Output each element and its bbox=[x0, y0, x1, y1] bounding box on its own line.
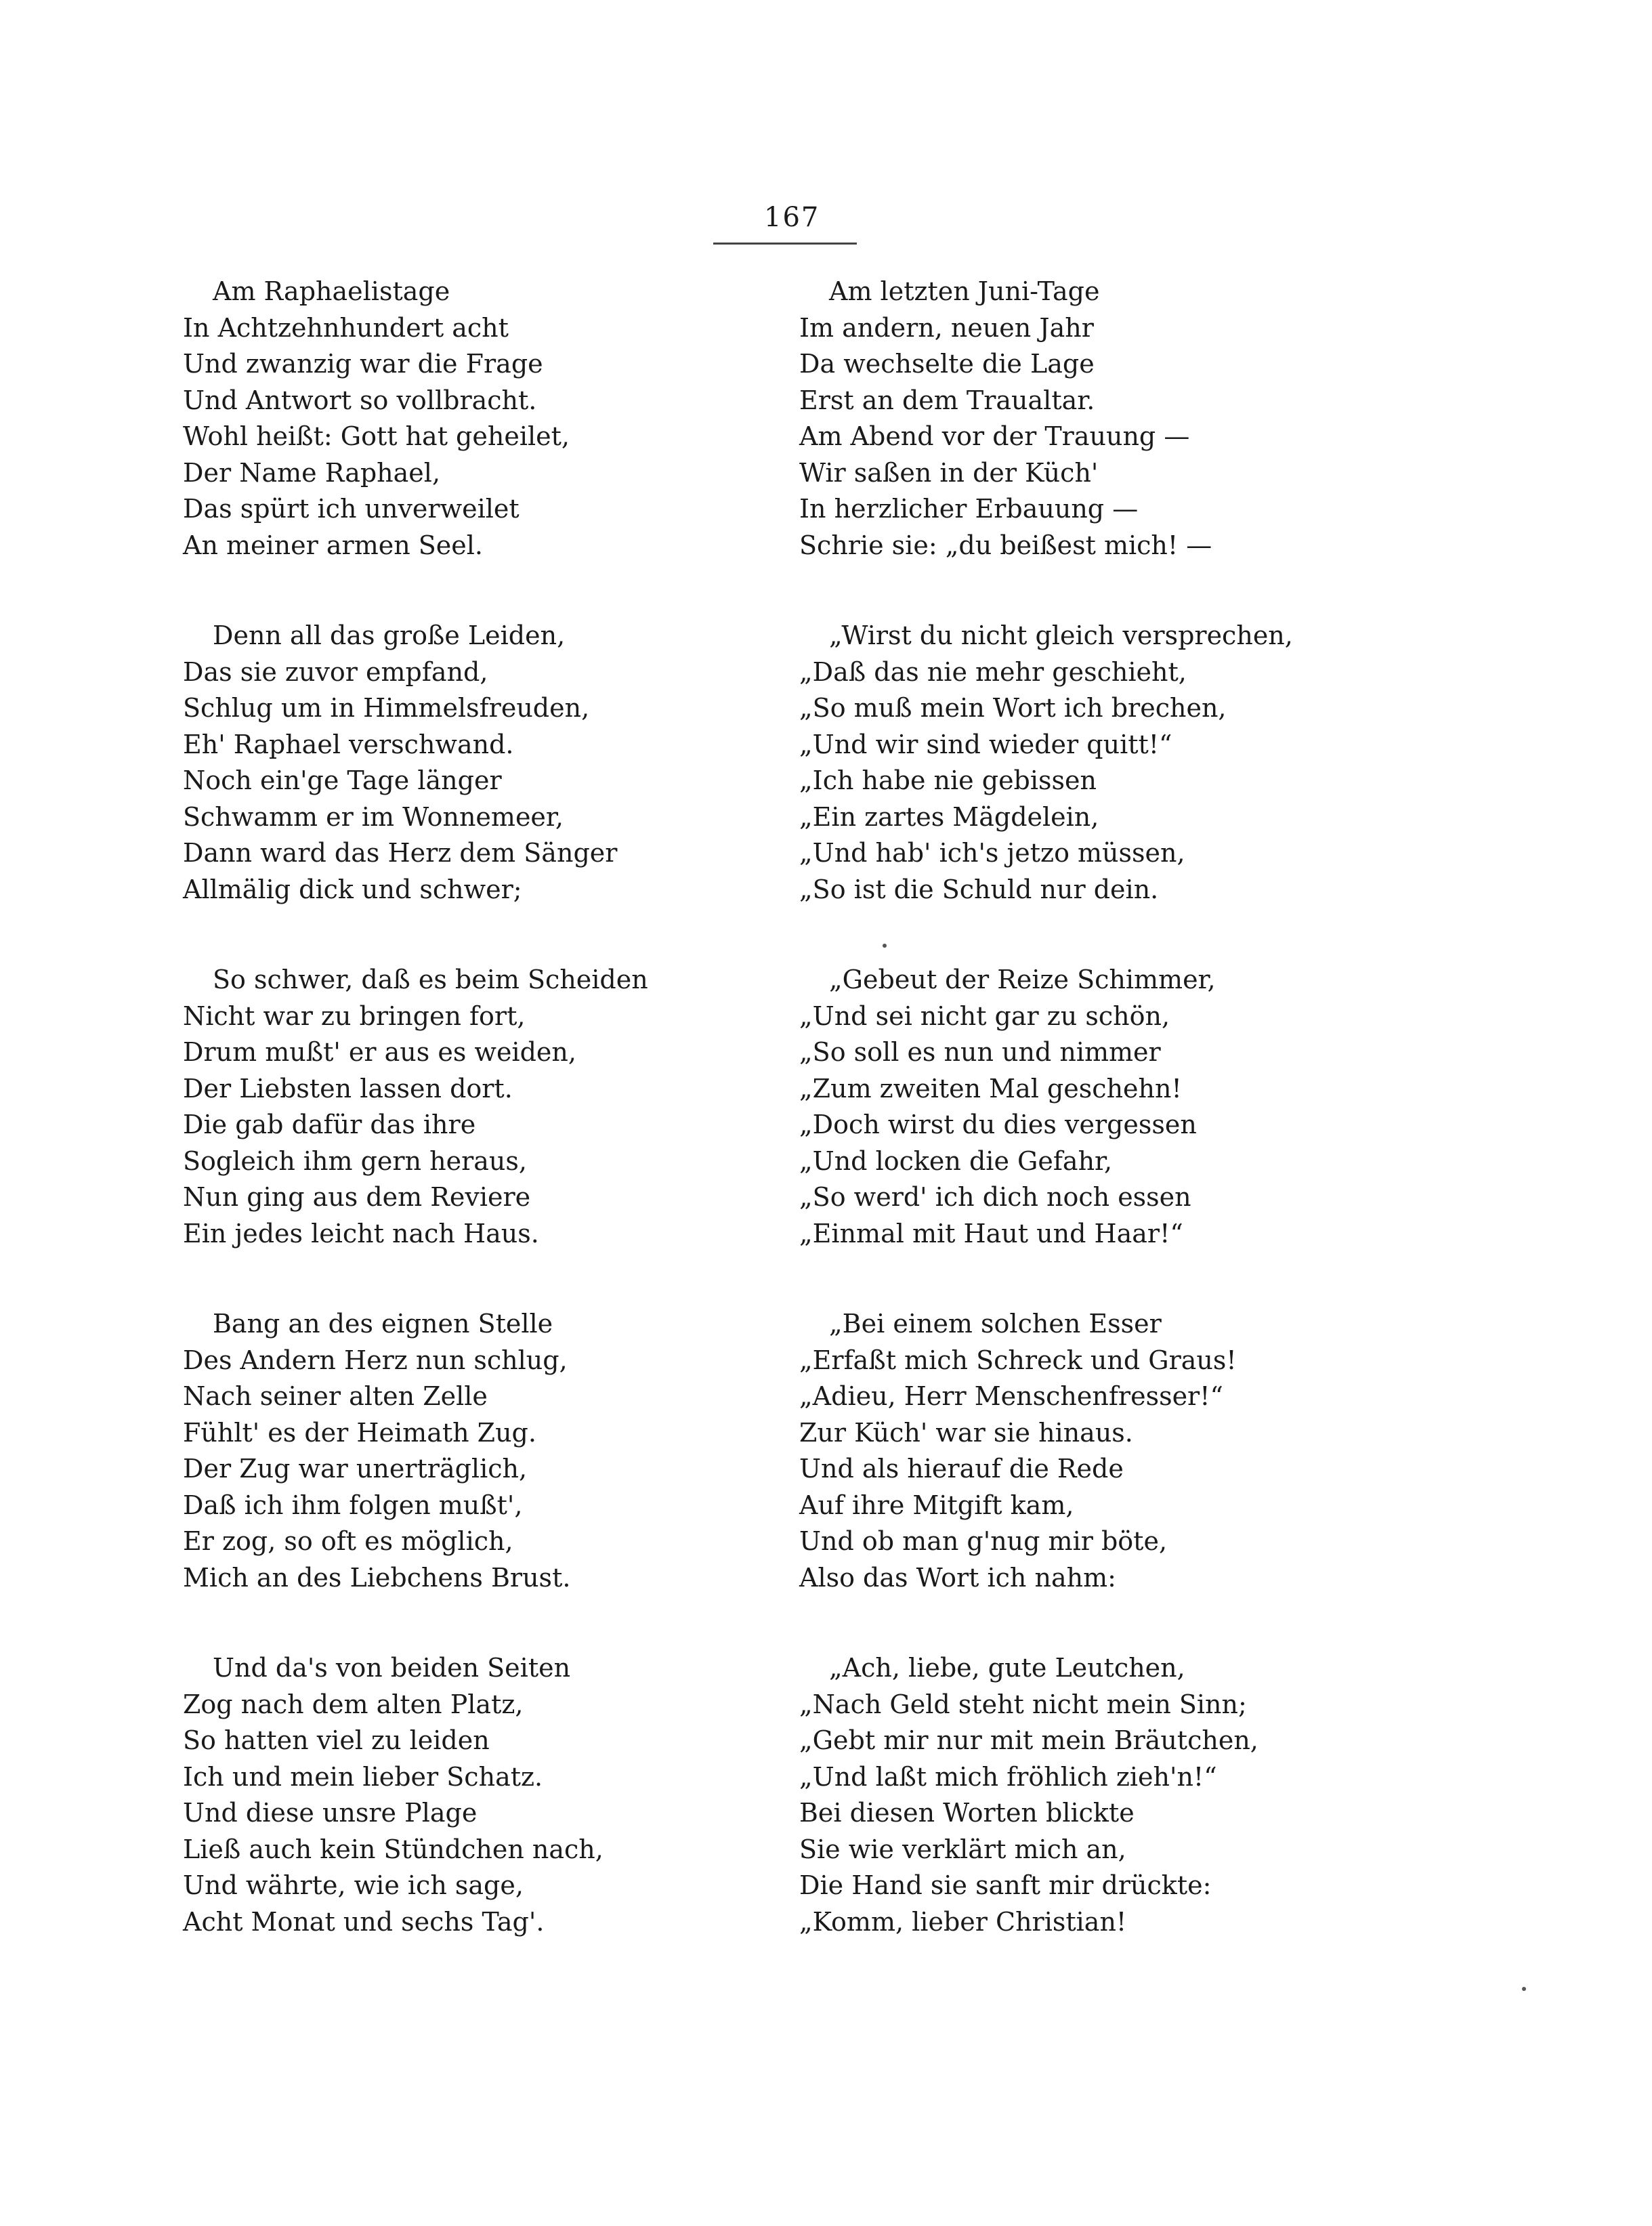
verse-line: „Und wir sind wieder quitt!“ bbox=[799, 729, 1172, 759]
verse-line: Und als hierauf die Rede bbox=[799, 1454, 1124, 1484]
stanza bbox=[183, 274, 698, 564]
paper-speck bbox=[1522, 1987, 1526, 1991]
verse-line: Und diese unsre Plage bbox=[183, 1798, 478, 1828]
verse-line: Der Liebsten lassen dort. bbox=[183, 1073, 513, 1104]
stanza bbox=[799, 274, 1314, 564]
verse-line: In herzlicher Erbauung — bbox=[799, 494, 1139, 524]
verse-line: So hatten viel zu leiden bbox=[183, 1725, 490, 1755]
verse-line: Schrie sie: „du beißest mich! — bbox=[799, 530, 1212, 560]
verse-line: Nach seiner alten Zelle bbox=[183, 1381, 488, 1411]
verse-line: „Nach Geld steht nicht mein Sinn; bbox=[799, 1689, 1247, 1719]
verse-line: Sogleich ihm gern heraus, bbox=[183, 1146, 527, 1176]
verse-line: Die gab dafür das ihre bbox=[183, 1110, 476, 1139]
verse-line: Des Andern Herz nun schlug, bbox=[183, 1345, 568, 1375]
verse-line: Nicht war zu bringen fort, bbox=[183, 1001, 526, 1031]
stanza bbox=[183, 1650, 698, 1940]
verse-line: Acht Monat und sechs Tag'. bbox=[183, 1906, 545, 1937]
verse-line: „Komm, lieber Christian! bbox=[799, 1906, 1127, 1937]
stanza bbox=[799, 1306, 1314, 1596]
page-number: 167 bbox=[764, 202, 820, 233]
stanza bbox=[183, 1306, 698, 1596]
stanza bbox=[799, 962, 1314, 1252]
verse-line: Und zwanzig war die Frage bbox=[183, 349, 543, 379]
verse-line: Da wechselte die Lage bbox=[799, 349, 1095, 379]
verse-line: Das spürt ich unverweilet bbox=[183, 494, 520, 524]
verse-line: „So soll es nun und nimmer bbox=[799, 1037, 1161, 1067]
verse-line: Allmälig dick und schwer; bbox=[183, 874, 522, 904]
stanza bbox=[183, 962, 698, 1252]
page-number-rule bbox=[713, 243, 857, 245]
verse-line: Am Abend vor der Trauung — bbox=[799, 421, 1190, 451]
verse-line: Und da's von beiden Seiten bbox=[213, 1653, 571, 1683]
verse-line: „So werd' ich dich noch essen bbox=[799, 1182, 1191, 1212]
verse-line: An meiner armen Seel. bbox=[183, 530, 484, 560]
verse-line: „So muß mein Wort ich brechen, bbox=[799, 693, 1227, 723]
verse-line: Der Name Raphael, bbox=[183, 457, 441, 488]
verse-line: „Und sei nicht gar zu schön, bbox=[799, 1001, 1170, 1031]
verse-line: Und Antwort so vollbracht. bbox=[183, 385, 537, 415]
verse-line: „Ich habe nie gebissen bbox=[799, 765, 1097, 795]
verse-line: Erst an dem Traualtar. bbox=[799, 385, 1095, 415]
verse-line: „Ein zartes Mägdelein, bbox=[799, 801, 1099, 832]
verse-line: Bei diesen Worten blickte bbox=[799, 1798, 1135, 1828]
verse-line: Ein jedes leicht nach Haus. bbox=[183, 1218, 539, 1248]
verse-line: Nun ging aus dem Reviere bbox=[183, 1182, 531, 1212]
verse-line: „Und hab' ich's jetzo müssen, bbox=[799, 838, 1185, 868]
verse-line: „Bei einem solchen Esser bbox=[829, 1309, 1162, 1339]
verse-line: Drum mußt' er aus es weiden, bbox=[183, 1037, 576, 1067]
verse-line: Denn all das große Leiden, bbox=[213, 621, 566, 650]
verse-line: „Einmal mit Haut und Haar!“ bbox=[799, 1218, 1183, 1248]
verse-line: „So ist die Schuld nur dein. bbox=[799, 874, 1159, 904]
verse-line: So schwer, daß es beim Scheiden bbox=[213, 965, 648, 994]
verse-line: Dann ward das Herz dem Sänger bbox=[183, 838, 618, 868]
verse-line: Der Zug war unerträglich, bbox=[183, 1454, 528, 1484]
verse-line: Und währte, wie ich sage, bbox=[183, 1870, 524, 1900]
verse-line: Auf ihre Mitgift kam, bbox=[799, 1490, 1074, 1520]
verse-line: Das sie zuvor empfand, bbox=[183, 656, 488, 687]
verse-line: Sie wie verklärt mich an, bbox=[799, 1834, 1126, 1864]
stanza bbox=[799, 618, 1314, 908]
verse-line: „Und locken die Gefahr, bbox=[799, 1146, 1113, 1176]
verse-line: „Daß das nie mehr geschieht, bbox=[799, 656, 1187, 687]
verse-line: Er zog, so oft es möglich, bbox=[183, 1526, 513, 1556]
verse-line: Daß ich ihm folgen mußt', bbox=[183, 1490, 523, 1520]
verse-line: Schwamm er im Wonnemeer, bbox=[183, 801, 564, 832]
verse-line: „Gebeut der Reize Schimmer, bbox=[829, 965, 1216, 994]
verse-line: „Wirst du nicht gleich versprechen, bbox=[829, 621, 1293, 650]
stanza bbox=[799, 1650, 1314, 1940]
verse-line: Zog nach dem alten Platz, bbox=[183, 1689, 524, 1719]
verse-line: „Gebt mir nur mit mein Bräutchen, bbox=[799, 1725, 1258, 1755]
verse-line: Wohl heißt: Gott hat geheilet, bbox=[183, 421, 570, 451]
verse-line: Ließ auch kein Stündchen nach, bbox=[183, 1834, 603, 1864]
verse-line: „Und laßt mich fröhlich zieh'n!“ bbox=[799, 1761, 1217, 1792]
verse-line: Mich an des Liebchens Brust. bbox=[183, 1562, 571, 1593]
verse-line: Fühlt' es der Heimath Zug. bbox=[183, 1417, 536, 1448]
verse-line: „Ach, liebe, gute Leutchen, bbox=[829, 1653, 1185, 1683]
verse-line: Schlug um in Himmelsfreuden, bbox=[183, 693, 590, 723]
verse-line: „Zum zweiten Mal geschehn! bbox=[799, 1073, 1182, 1104]
verse-line: Und ob man g'nug mir böte, bbox=[799, 1526, 1168, 1556]
verse-line: Wir saßen in der Küch' bbox=[799, 457, 1099, 488]
verse-line: Am letzten Juni-Tage bbox=[829, 276, 1100, 306]
verse-line: „Erfaßt mich Schreck und Graus! bbox=[799, 1345, 1237, 1375]
stanza bbox=[183, 618, 698, 908]
verse-line: Eh' Raphael verschwand. bbox=[183, 729, 514, 759]
verse-line: Im andern, neuen Jahr bbox=[799, 312, 1094, 343]
verse-line: In Achtzehnhundert acht bbox=[183, 312, 509, 343]
verse-line: „Doch wirst du dies vergessen bbox=[799, 1110, 1197, 1139]
verse-line: Zur Küch' war sie hinaus. bbox=[799, 1417, 1133, 1448]
verse-line: Ich und mein lieber Schatz. bbox=[183, 1761, 543, 1792]
verse-line: Am Raphaelistage bbox=[213, 276, 450, 306]
paper-speck bbox=[883, 944, 887, 948]
verse-line: Bang an des eignen Stelle bbox=[213, 1309, 553, 1339]
verse-line: Die Hand sie sanft mir drückte: bbox=[799, 1870, 1212, 1900]
verse-line: Also das Wort ich nahm: bbox=[799, 1562, 1116, 1593]
verse-line: „Adieu, Herr Menschenfresser!“ bbox=[799, 1381, 1223, 1411]
verse-line: Noch ein'ge Tage länger bbox=[183, 765, 502, 795]
